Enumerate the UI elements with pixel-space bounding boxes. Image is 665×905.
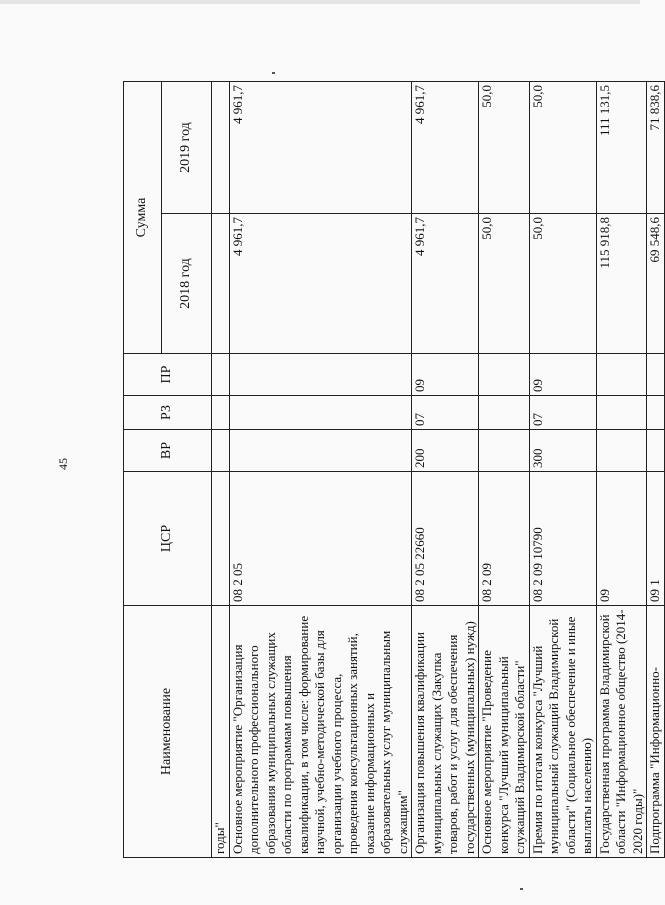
row-pr: [212, 354, 230, 396]
table-row: [647, 82, 665, 858]
header-pr: ПР: [124, 354, 212, 396]
row-name: Подпрограмма "Информационно-: [647, 606, 665, 858]
row-vr: 200: [412, 430, 479, 472]
row-pr: 09: [529, 354, 596, 396]
header-csr: ЦСР: [124, 472, 212, 606]
table-row: [596, 82, 647, 858]
row-2019: 71 838,6: [647, 82, 665, 214]
row-vr: 300: [529, 430, 596, 472]
row-2018: 50,0: [479, 214, 530, 354]
header-vr: ВР: [124, 430, 212, 472]
scan-edge: [0, 0, 640, 4]
row-pr: [647, 354, 665, 396]
row-pr: [479, 354, 530, 396]
row-rz: [212, 396, 230, 430]
header-name: Наименование: [124, 606, 212, 858]
row-vr: [479, 430, 530, 472]
row-2019: [212, 82, 230, 214]
row-vr: [212, 430, 230, 472]
row-csr: 08 2 09: [479, 472, 530, 606]
row-vr: [647, 430, 665, 472]
row-2018: 115 918,8: [596, 214, 647, 354]
row-vr: [229, 430, 412, 472]
table-row: [529, 82, 596, 858]
row-rz: 07: [529, 396, 596, 430]
row-rz: [596, 396, 647, 430]
row-2018: 4 961,7: [412, 214, 479, 354]
row-csr: 08 2 09 10790: [529, 472, 596, 606]
row-rz: [229, 396, 412, 430]
row-2018: 4 961,7: [229, 214, 412, 354]
budget-table-container: [123, 82, 662, 858]
budget-table: [123, 81, 665, 858]
row-2019: 50,0: [529, 82, 596, 214]
row-pr: 09: [412, 354, 479, 396]
row-name: Государственная программа Владимирской области "Информационное общество (2014-2020 годы)": [596, 606, 647, 858]
row-name: Основное мероприятие "Организация дополнительного профессионального образования муниципальных служащих области по программам повышения квалификации, в том числе: формирование научной, учебно-методической базы для организации учебного процесса, проведения консультационных занятий, оказание информационных и образовательных услуг муниципальным служащим": [229, 606, 412, 858]
row-2019: 111 131,5: [596, 82, 647, 214]
row-2019: 50,0: [479, 82, 530, 214]
header-sum: Сумма: [124, 82, 162, 354]
table-row: [412, 82, 479, 858]
header-2019: 2019 год: [162, 82, 212, 214]
row-csr: 08 2 05: [229, 472, 412, 606]
row-2018: 50,0: [529, 214, 596, 354]
row-rz: 07: [412, 396, 479, 430]
row-name: годы": [212, 606, 230, 858]
row-csr: [212, 472, 230, 606]
header-2018: 2018 год: [162, 214, 212, 354]
header-rz: РЗ: [124, 396, 212, 430]
table-row: [229, 82, 412, 858]
scan-speck: [520, 888, 523, 890]
row-pr: [229, 354, 412, 396]
table-row: [479, 82, 530, 858]
row-2018: 69 548,6: [647, 214, 665, 354]
row-2019: 4 961,7: [412, 82, 479, 214]
table-row: [212, 82, 230, 858]
row-name: Организация повышения квалификации муниципальных служащих (Закупка товаров, работ и услуг для обеспечения государственных (муниципальных) нужд): [412, 606, 479, 858]
page-number: 45: [56, 458, 70, 470]
row-csr: 08 2 05 22660: [412, 472, 479, 606]
row-csr: 09 1: [647, 472, 665, 606]
row-pr: [596, 354, 647, 396]
row-name: Основное мероприятие "Проведение конкурса "Лучший муниципальный служащий Владимирской области": [479, 606, 530, 858]
row-vr: [596, 430, 647, 472]
row-csr: 09: [596, 472, 647, 606]
row-2018: [212, 214, 230, 354]
row-name: Премия по итогам конкурса "Лучший муниципальный служащий Владимирской области" (Социальное обеспечение и иные выплаты населению): [529, 606, 596, 858]
scan-speck: [272, 72, 275, 74]
row-rz: [479, 396, 530, 430]
row-2019: 4 961,7: [229, 82, 412, 214]
row-rz: [647, 396, 665, 430]
